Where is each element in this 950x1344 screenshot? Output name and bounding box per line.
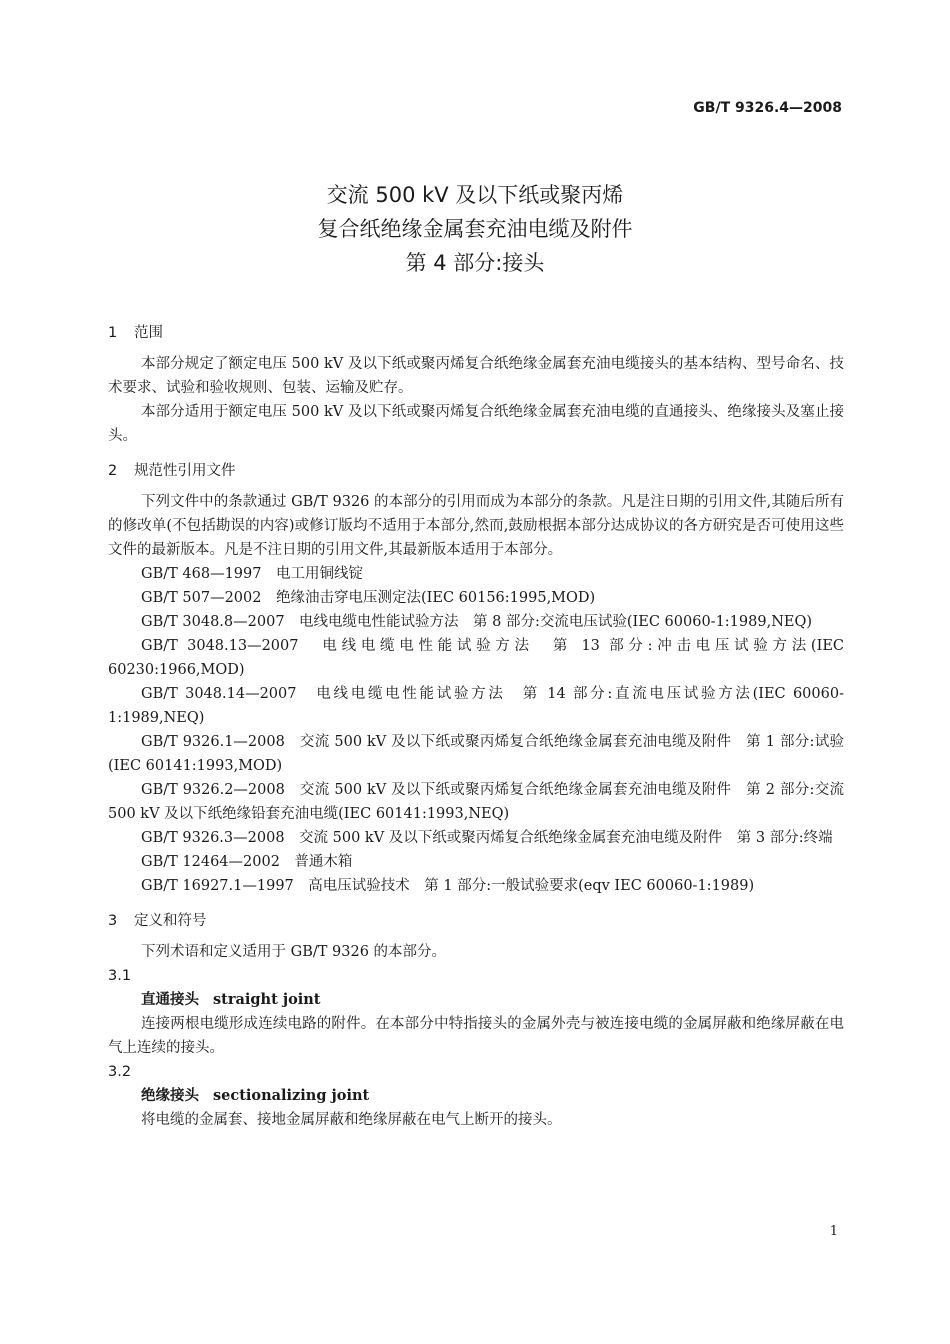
reference-item: GB/T 9326.2—2008 交流 500 kV 及以下纸或聚丙烯复合纸绝缘金属套充油电缆及附件 第 2 部分:交流 500 kV 及以下纸绝缘铅套充油电缆(IEC 60141:1993,NEQ) — [108, 782, 844, 822]
reference-item: GB/T 12464—2002 普通木箱 — [141, 854, 353, 870]
definitions-intro: 下列术语和定义适用于 GB/T 9326 的本部分。 — [141, 944, 447, 960]
term-name — [141, 988, 844, 1012]
term-definition: 将电缆的金属套、接地金属屏蔽和绝缘屏蔽在电气上断开的接头。 — [141, 1112, 562, 1128]
term-name-en: sectionalizing joint — [213, 1087, 370, 1104]
section-heading-normative-references — [108, 458, 844, 484]
reference-item: GB/T 507—2002 绝缘油击穿电压测定法(IEC 60156:1995,MOD) — [141, 590, 596, 606]
references-intro: 下列文件中的条款通过 GB/T 9326 的本部分的引用而成为本部分的条款。凡是注日期的引用文件,其随后所有的修改单(不包括勘误的内容)或修订版均不适用于本部分,然而,鼓励根据本部分达成协议的各方研究是否可使用这些文件的最新版本。凡是不注日期的引用文件,其最新版本适用于本部分。 — [108, 494, 844, 558]
reference-item: GB/T 9326.3—2008 交流 500 kV 及以下纸或聚丙烯复合纸绝缘金属套充油电缆及附件 第 3 部分:终端 — [141, 830, 833, 846]
term-name-en: straight joint — [213, 991, 321, 1008]
section-heading-scope — [108, 320, 844, 346]
section-title: 范围 — [134, 325, 163, 341]
section-number: 2 — [108, 463, 118, 479]
section-title: 定义和符号 — [134, 913, 207, 929]
title-line-3: 第 4 部分:接头 — [405, 251, 545, 275]
scope-paragraph: 本部分适用于额定电压 500 kV 及以下纸或聚丙烯复合纸绝缘金属套充油电缆的直通接头、绝缘接头及塞止接头。 — [108, 404, 844, 444]
section-heading-definitions — [108, 908, 844, 934]
title-line-2: 复合纸绝缘金属套充油电缆及附件 — [317, 217, 633, 241]
term-name-zh: 绝缘接头 — [141, 1088, 199, 1104]
term-number: 3.2 — [108, 1064, 132, 1080]
reference-item: GB/T 3048.13—2007 电线电缆电性能试验方法 第 13 部分:冲击电压试验方法(IEC 60230:1966,MOD) — [108, 638, 844, 678]
section-number: 1 — [108, 325, 118, 341]
reference-item: GB/T 16927.1—1997 高电压试验技术 第 1 部分:一般试验要求(eqv IEC 60060-1:1989) — [141, 878, 755, 894]
reference-item: GB/T 9326.1—2008 交流 500 kV 及以下纸或聚丙烯复合纸绝缘金属套充油电缆及附件 第 1 部分:试验(IEC 60141:1993,MOD) — [108, 734, 844, 774]
scope-paragraph: 本部分规定了额定电压 500 kV 及以下纸或聚丙烯复合纸绝缘金属套充油电缆接头的基本结构、型号命名、技术要求、试验和验收规则、包装、运输及贮存。 — [108, 356, 844, 396]
reference-item: GB/T 468—1997 电工用铜线锭 — [141, 566, 363, 582]
standard-code: GB/T 9326.4—2008 — [693, 100, 842, 116]
section-number: 3 — [108, 913, 118, 929]
term-definition: 连接两根电缆形成连续电路的附件。在本部分中特指接头的金属外壳与被连接电缆的金属屏蔽和绝缘屏蔽在电气上连续的接头。 — [108, 1016, 844, 1056]
document-title — [0, 178, 950, 280]
document-body — [108, 318, 844, 1132]
section-title: 规范性引用文件 — [134, 463, 236, 479]
reference-item: GB/T 3048.8—2007 电线电缆电性能试验方法 第 8 部分:交流电压试验(IEC 60060-1:1989,NEQ) — [141, 614, 813, 630]
term-name-zh: 直通接头 — [141, 992, 199, 1008]
term-name — [141, 1084, 844, 1108]
reference-item: GB/T 3048.14—2007 电线电缆电性能试验方法 第 14 部分:直流电压试验方法(IEC 60060-1:1989,NEQ) — [108, 686, 844, 726]
term-number: 3.1 — [108, 968, 132, 984]
page-number: 1 — [829, 1224, 838, 1239]
title-line-1: 交流 500 kV 及以下纸或聚丙烯 — [326, 183, 624, 207]
